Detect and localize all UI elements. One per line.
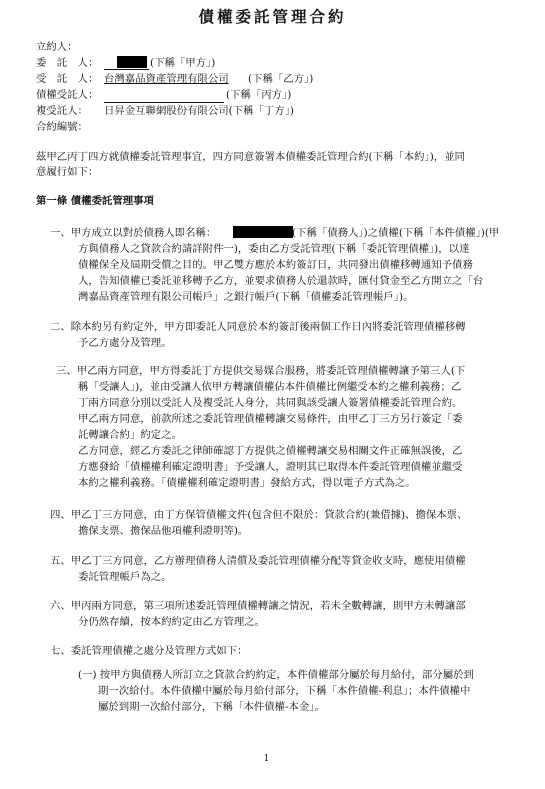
item3-line: 方應發給「債權權利確定證明書」予受讓人，證明其已取得本件委託管理債權並繼受	[78, 461, 463, 473]
agent-name: 台灣嘉品資產管理有限公司	[104, 73, 229, 85]
item1-line: (下稱「債務人」)之債權(下稱「本件債權」)(甲	[292, 227, 500, 239]
item1-line: 人，告知債權已委託並移轉予乙方，並要求債務人於還款時，匯付貸金至乙方開立之「台	[78, 275, 484, 287]
item3-line: 稱「受讓人」)，並由受讓人依甲方轉讓債權佔本件債權比例繼受本約之權利義務；乙	[78, 381, 462, 393]
item6-line: 分仍然存續，按本約約定由乙方管理之。	[78, 616, 266, 628]
item1-line: 灣嘉品資產管理有限公司帳戶」之銀行帳戶(下稱「債權委託管理帳戶」)。	[78, 291, 414, 303]
contract-no-label: 合約編號：	[36, 121, 88, 133]
item7a-line: (一) 按甲方與債務人所訂立之貸款合約約定，本件債權部分屬於每月給付，部分屬於到	[78, 669, 474, 681]
page-number: 1	[263, 754, 270, 764]
item3-line: 三、甲乙兩方同意，甲方得委託丁方提供交易媒合服務，將委託管理債權轉讓予第三人(下	[56, 365, 466, 377]
item7a-line: 屬於到期一次給付部分，下稱「本件債權-本金」。	[98, 701, 325, 713]
chapter-heading: 第一條 債權委託管理事項	[36, 195, 154, 207]
item1-line: 方與債務人之貸款合約請詳附件一)，委由乙方受託管理(下稱「委託管理債權」)，以達	[78, 243, 470, 255]
principal-label: 委 託 人：	[36, 57, 99, 69]
item5-line: 委託管理帳戶為之。	[78, 571, 172, 583]
principal-suffix: (下稱「甲方」)	[150, 57, 216, 69]
item7a-line: 期一次給付。本件債權中屬於每月給付部分，下稱「本件債權-利息」；本件債權中	[98, 685, 471, 697]
debtor-suffix: (下稱「丙方」)	[226, 89, 292, 101]
item4-line: 擔保支票、擔保品他項權利證明等)。	[78, 525, 249, 537]
debtor-name-line	[104, 102, 224, 103]
agent-label: 受 託 人：	[36, 73, 99, 85]
item3-line: 丁兩方同意分別以受託人及複受託人身分，共同與該受讓人簽署債權委託管理合約。	[78, 397, 463, 409]
item3-line: 託轉讓合約」約定之。	[78, 429, 182, 441]
debtor-redaction	[233, 226, 293, 238]
principal-name-redaction	[117, 56, 147, 68]
item1-line: 一、甲方成立以對於債務人即名稱：	[50, 227, 217, 239]
item2-line: 二、除本約另有約定外，甲方即委託人同意於本約簽訂後兩個工作日內將委託管理債權移轉	[50, 321, 466, 333]
parties-heading: 立約人：	[36, 41, 78, 53]
agent-suffix: (下稱「乙方」)	[248, 73, 314, 85]
item3-line: 乙方同意，經乙方委託之律師確認丁方提供之債權轉讓交易相關文件正確無誤後，乙	[78, 445, 463, 457]
item6-line: 六、甲丙兩方同意，第三項所述委託管理債權轉讓之情況，若未全數轉讓，則甲方未轉讓部	[50, 600, 466, 612]
preamble-line: 意履行如下：	[36, 166, 99, 178]
page-title: 債權委託管理合約	[198, 7, 347, 26]
item3-line: 甲乙兩方同意，前款所述之委託管理債權轉讓交易條件，由甲乙丁三方另行簽定「委	[78, 413, 463, 425]
sub-agent-label: 複受託人：	[36, 105, 88, 117]
item4-line: 四、甲乙丁三方同意，由丁方保管債權文件(包含但不限於：貸款合約(兼借據)、擔保本票、	[50, 509, 468, 521]
item2-line: 予乙方處分及管理。	[78, 337, 172, 349]
item1-line: 債權保全及屆期受償之目的。甲乙雙方應於本約簽訂日，共同發出債權移轉通知予債務	[78, 259, 473, 271]
sub-agent-name: 日昇金互聯網股份有限公司(下稱「丁方」)	[104, 105, 294, 117]
principal-name-line	[104, 69, 149, 70]
preamble-line: 茲甲乙丙丁四方就債權委託管理事宜，四方同意簽署本債權委託管理合約(下稱「本約」)，並同	[36, 151, 465, 163]
item3-line: 本約之權利義務。「債權權利確定證明書」發給方式，得以電子方式為之。	[78, 477, 416, 489]
debtor-label: 債權受託人：	[36, 89, 99, 101]
item5-line: 五、甲乙丁三方同意，乙方辦理債務人清償及委託管理債權分配等貸金收支時，應使用債權	[50, 555, 466, 567]
item7-line: 七、委託管理債權之處分及管理方式如下：	[50, 645, 248, 657]
